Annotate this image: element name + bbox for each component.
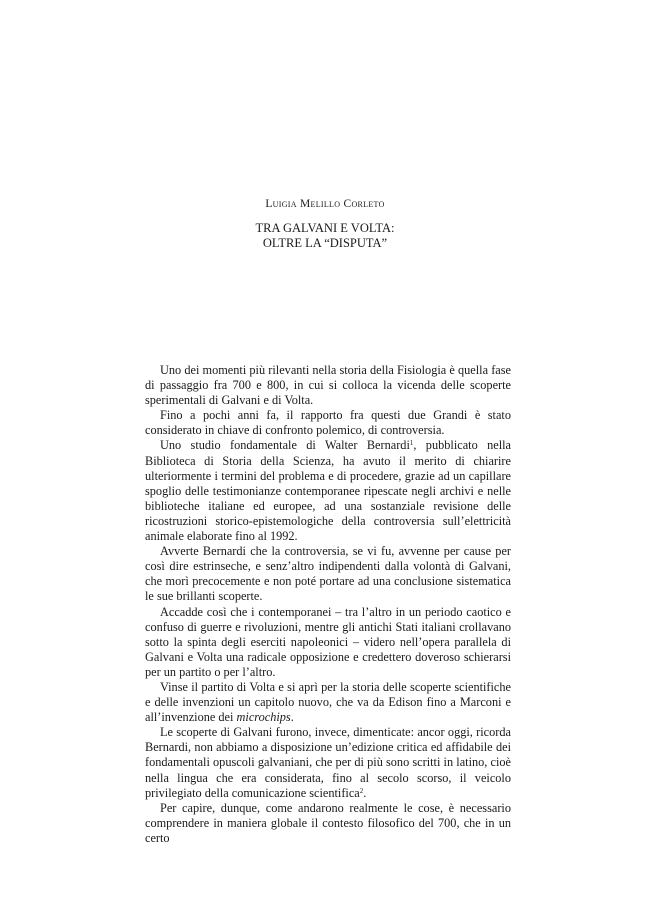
paragraph-7 bbox=[145, 725, 511, 800]
paragraph-3 bbox=[145, 438, 511, 544]
paragraph-6-text-b: . bbox=[290, 710, 294, 725]
article-body bbox=[145, 363, 511, 846]
paragraph-7-text-b: . bbox=[363, 785, 367, 800]
article-title bbox=[0, 221, 650, 251]
paragraph-8: Per capire, dunque, come andarono realmente le cose, è necessario comprendere in maniera globale il contesto filosofico del 700, che in un certo bbox=[145, 800, 511, 845]
paragraph-4: Avverte Bernardi che la controversia, se vi fu, avvenne per cause per così dire estrinseche, e senz’altro indipendenti dalla volontà di Galvani, che morì precocemente e non poté portare ad una conclusione sistematica le sue brillanti scoperte. bbox=[145, 544, 511, 604]
paragraph-5: Accadde così che i contemporanei – tra l’altro in un periodo caotico e confuso di guerre e rivoluzioni, mentre gli antichi Stati italiani crollavano sotto la spinta degli eserciti napoleonici – videro nell’opera parallela di Galvani e Volta una radicale opposizione e credettero doveroso schierarsi per un partito o per l’altro. bbox=[145, 604, 511, 679]
title-line-2: OLTRE LA “DISPUTA” bbox=[262, 236, 388, 250]
paragraph-7-text-a: Le scoperte di Galvani furono, invece, dimenticate: ancor oggi, ricorda Bernardi, non abbiamo a disposizione un’edizione critica ed affidabile dei fondamentali opuscoli galvaniani, che per di più sono scritti in latino, cioè nella lingua che era considerata, fino al secolo scorso, il veicolo privilegiato della comunicazione scientifica bbox=[145, 725, 511, 800]
paragraph-2: Fino a pochi anni fa, il rapporto fra questi due Grandi è stato considerato in chiave di confronto polemico, di controversia. bbox=[145, 408, 511, 438]
footnote-ref-2: 2 bbox=[359, 786, 364, 795]
title-line-1: TRA GALVANI E VOLTA: bbox=[255, 221, 395, 235]
paragraph-1: Uno dei momenti più rilevanti nella storia della Fisiologia è quella fase di passaggio fra 700 e 800, in cui si colloca la vicenda delle scoperte sperimentali di Galvani e di Volta. bbox=[145, 363, 511, 408]
footnote-ref-1: 1 bbox=[409, 439, 414, 448]
paragraph-6-emphasis: microchips bbox=[236, 710, 291, 725]
paragraph-3-text-a: Uno studio fondamentale di Walter Bernardi bbox=[160, 438, 410, 453]
paragraph-6-text-a: Vinse il partito di Volta e si aprì per la storia delle scoperte scientifiche e delle invenzioni un capitolo nuovo, che va da Edison fino a Marconi e all’invenzione dei bbox=[145, 679, 511, 725]
author-name: Luigia Melillo Corleto bbox=[265, 198, 385, 210]
paragraph-6 bbox=[145, 680, 511, 725]
paragraph-3-text-b: , pubblicato nella Biblioteca di Storia della Scienza, ha avuto il merito di chiarire ulteriormente i termini del problema e di procedere, grazie ad un capillare spoglio delle testimonianze contemporanee ripescate negli archivi e nelle biblioteche italiane ed europee, ad una sostanziale revisione delle ricostruzioni storico-epistemologiche della controversia sull’elettricità animale elaborate fino al 1992. bbox=[145, 438, 511, 544]
